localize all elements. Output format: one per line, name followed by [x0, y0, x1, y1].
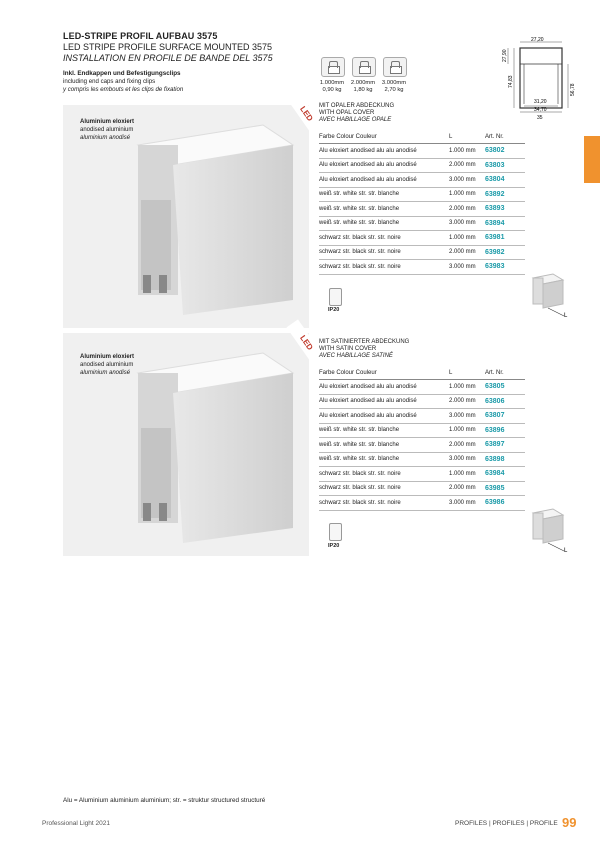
dim-inner-height: 56,78: [570, 83, 576, 96]
profile-thumbnail: [528, 270, 578, 320]
dim-cover: 27,90: [502, 49, 508, 62]
package-label: 1.000mm 0,90 kg: [319, 80, 345, 93]
dimension-drawing: [498, 34, 578, 120]
chapter-tab: [584, 136, 600, 183]
material-label: Aluminium eloxiert anodised aluminium aluminium anodisé: [80, 354, 135, 376]
includes-de: Inkl. Endkappen und Befestigungsclips: [63, 70, 181, 77]
table-row: schwarz str. black str. str. noire 3.000 mm 63986: [319, 496, 525, 511]
table-row: schwarz str. black str. str. noire 1.000 mm 63984: [319, 467, 525, 482]
col-color: Farbe Colour Couleur: [319, 367, 449, 380]
title-en: LED STRIPE PROFILE SURFACE MOUNTED 3575: [63, 42, 273, 52]
table-row: schwarz str. black str. str. noire 2.000 mm 63982: [319, 245, 525, 260]
table-row: schwarz str. black str. str. noire 3.000 mm 63983: [319, 260, 525, 275]
package-icon: [383, 57, 407, 77]
footer-left: Professional Light 2021: [42, 820, 110, 827]
section-heading: MIT SATINIERTER ABDECKUNG WITH SATIN COVER AVEC HABILLAGE SATINÉ: [319, 339, 410, 359]
col-color: Farbe Colour Couleur: [319, 131, 449, 144]
footnote: Alu = Aluminium aluminium aluminium; str. = struktur structured structuré: [63, 797, 266, 804]
table-row: schwarz str. black str. str. noire 2.000 mm 63985: [319, 481, 525, 496]
title-fr: INSTALLATION EN PROFILE DE BANDE DEL 3575: [63, 53, 273, 63]
table-row: schwarz str. black str. str. noire 1.000 mm 63981: [319, 231, 525, 246]
ip-rating: IP20: [328, 543, 340, 549]
package-icon: [321, 57, 345, 77]
ip-rating: IP20: [328, 307, 340, 313]
col-art: Art. Nr.: [485, 367, 525, 380]
table-row: weiß str. white str. str. blanche 1.000 mm 63892: [319, 187, 525, 202]
table-row: weiß str. white str. str. blanche 2.000 mm 63897: [319, 438, 525, 453]
package-icon: [352, 57, 376, 77]
table-row: weiß str. white str. str. blanche 1.000 mm 63896: [319, 423, 525, 438]
table-row: Alu eloxiert anodised alu alu anodisé 3.000 mm 63807: [319, 409, 525, 424]
table-row: Alu eloxiert anodised alu alu anodisé 2.000 mm 63803: [319, 158, 525, 173]
package-label: 3.000mm 2,70 kg: [381, 80, 407, 93]
product-table: [319, 131, 525, 275]
table-row: weiß str. white str. str. blanche 3.000 mm 63894: [319, 216, 525, 231]
table-row: Alu eloxiert anodised alu alu anodisé 2.000 mm 63806: [319, 394, 525, 409]
length-label: L: [564, 548, 568, 554]
dim-outer: 35: [537, 115, 543, 120]
footer-right: PROFILES | PROFILES | PROFILE: [455, 820, 558, 827]
col-length: L: [449, 367, 485, 380]
material-label: Aluminium eloxiert anodised aluminium aluminium anodisé: [80, 119, 135, 141]
table-row: weiß str. white str. str. blanche 3.000 mm 63898: [319, 452, 525, 467]
dim-height: 74,83: [508, 75, 514, 88]
led-badge: LED: [287, 319, 326, 366]
section-heading: MIT OPALER ABDECKUNG WITH OPAL COVER AVEC HABILLAGE OPALE: [319, 103, 395, 123]
ip-droplet-icon: [329, 523, 342, 541]
col-length: L: [449, 131, 485, 144]
includes-en: including end caps and fixing clips: [63, 78, 156, 85]
length-label: L: [564, 313, 568, 319]
col-art: Art. Nr.: [485, 131, 525, 144]
table-row: weiß str. white str. str. blanche 2.000 mm 63893: [319, 202, 525, 217]
page-number: 99: [562, 815, 577, 830]
ip-droplet-icon: [329, 288, 342, 306]
dim-inner-width: 31,20: [534, 99, 547, 105]
dim-top: 27,20: [531, 37, 544, 43]
table-row: Alu eloxiert anodised alu alu anodisé 1.000 mm 63805: [319, 380, 525, 395]
includes-fr: y compris les embouts et les clips de fixation: [63, 86, 184, 93]
table-row: Alu eloxiert anodised alu alu anodisé 3.000 mm 63804: [319, 173, 525, 188]
profile-thumbnail: [528, 505, 578, 555]
led-badge: LED: [287, 90, 326, 137]
title-de: LED-STRIPE PROFIL AUFBAU 3575: [63, 31, 218, 41]
table-row: Alu eloxiert anodised alu alu anodisé 1.000 mm 63802: [319, 144, 525, 159]
package-label: 2.000mm 1,80 kg: [350, 80, 376, 93]
product-table: [319, 367, 525, 511]
dim-width: 34,70: [534, 107, 547, 113]
